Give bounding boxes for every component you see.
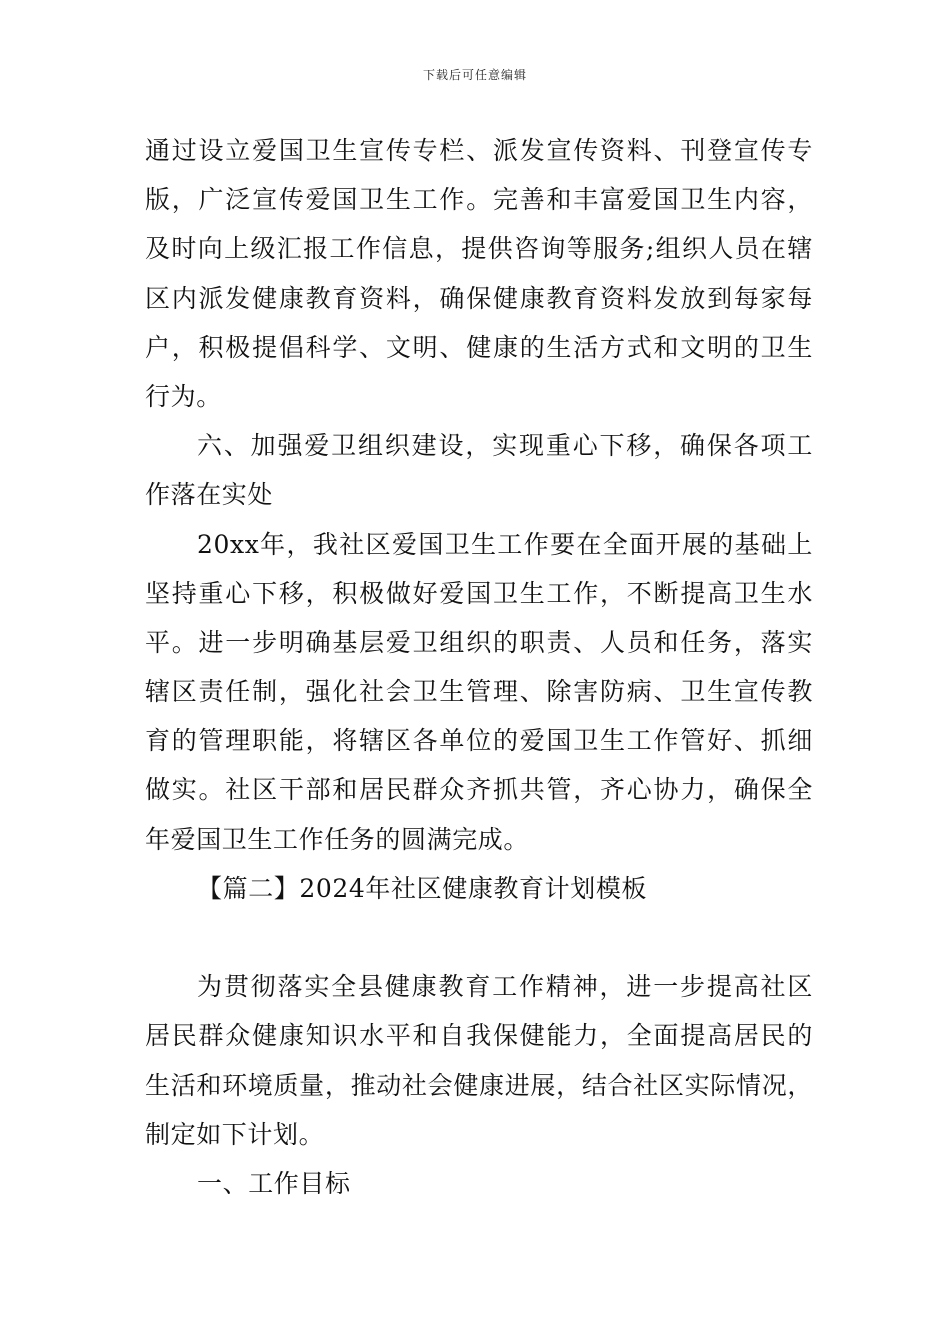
- text-line: 为贯彻落实全县健康教育工作精神，进一步提高社区: [197, 972, 813, 1002]
- text-line: 做实。社区干部和居民群众齐抓共管，齐心协力，确保全: [145, 775, 813, 805]
- text-line: 辖区责任制，强化社会卫生管理、除害防病、卫生宣传教: [145, 677, 813, 707]
- text-line: 及时向上级汇报工作信息，提供咨询等服务;组织人员在辖: [145, 234, 813, 264]
- text-line: 生活和环境质量，推动社会健康进展，结合社区实际情况，: [145, 1070, 813, 1100]
- text-line: 年爱国卫生工作任务的圆满完成。: [145, 824, 530, 854]
- text-line: 【篇二】2024年社区健康教育计划模板: [197, 873, 648, 903]
- text-line: 居民群众健康知识水平和自我保健能力，全面提高居民的: [145, 1021, 813, 1051]
- header-note: 下载后可任意编辑: [422, 68, 527, 82]
- text-line: 坚持重心下移，积极做好爱国卫生工作，不断提高卫生水: [145, 578, 813, 608]
- text-line: 六、加强爱卫组织建设，实现重心下移，确保各项工: [197, 431, 813, 461]
- text-line: 版，广泛宣传爱国卫生工作。完善和丰富爱国卫生内容，: [145, 185, 813, 215]
- text-line: 行为。: [145, 381, 222, 411]
- document-body: [145, 126, 813, 1208]
- text-line: 育的管理职能，将辖区各单位的爱国卫生工作管好、抓细: [145, 726, 813, 756]
- text-line: 平。进一步明确基层爱卫组织的职责、人员和任务，落实: [145, 627, 813, 657]
- blank-line: [145, 913, 813, 962]
- text-line: 制定如下计划。: [145, 1119, 325, 1149]
- text-line: 通过设立爱国卫生宣传专栏、派发宣传资料、刊登宣传专: [145, 136, 813, 165]
- text-line: 区内派发健康教育资料，确保健康教育资料发放到每家每: [145, 283, 813, 313]
- text-line: 20xx年，我社区爱国卫生工作要在全面开展的基础上: [197, 529, 813, 559]
- text-line: 一、工作目标: [197, 1168, 351, 1198]
- text-line: 户，积极提倡科学、文明、健康的生活方式和文明的卫生: [145, 332, 813, 362]
- text-line: 作落在实处: [145, 480, 274, 510]
